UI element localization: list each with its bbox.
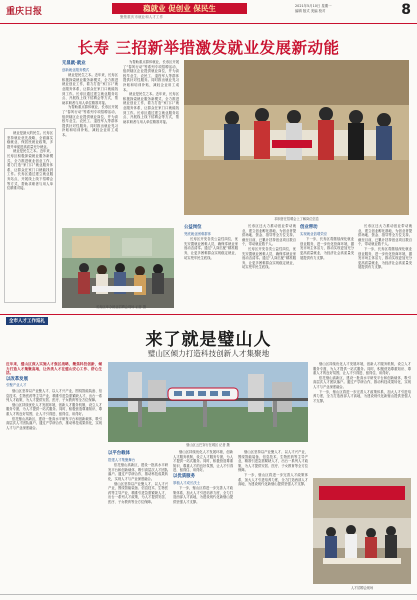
article1-col1-heading: 无显就·就业	[62, 61, 86, 66]
article2-col1-heading: 以改革发展	[6, 376, 28, 382]
article2-col5-text-c: 下一步，璧山区将进一步完善人才政策体系，加大人才引进培养力度，全力打造西部人才高地，为建设现代化新璧山提供坚强人才支撑。	[313, 389, 411, 403]
article1-col3-subheading: 兜底就业困难群体	[184, 231, 212, 236]
article1-main-photo-caption: 求职者在招聘会上了解岗位信息	[274, 217, 319, 221]
sidebar-text-repeat: 就业是民生之本。近年来，长寿区积极探索就业服务新模式，全力推进就业创业工作，着力打造“家门口”就业服务体系，让群众在家门口就能找到工作。长寿区通过建立就业服务站点、开展线上线下招聘会等方式，帮助求职者与用人单位精准对接。	[7, 149, 53, 191]
article2-col5-text-b: 依托璧山高新区，建设一批高水平研发平台和创新载体，吸引高层次人才团队落户。通过产学研合作，推动科技成果转化，实现人才与产业深度融合。	[313, 375, 411, 389]
article1-col4-text-b: 长寿区开发各类公益性岗位，优先安置就业困难人员，确保零就业家庭动态清零。通过“人岗匹配”精准服务，让更多困难群众实现稳定就业，切实兜牢民生底线。	[242, 246, 296, 270]
article2-col2-text-b: 璧山区坚持以产业聚人才、以人才兴产业，围绕智能装备、信息技术、生物医药等主导产业，精准引进急需紧缺人才，出台一系列人才政策，为人才提供安居、医疗、子女教育等全方位保障。	[108, 481, 168, 504]
article1-col3-text: 长寿区开发各类公益性岗位，优先安置就业困难人员，确保零就业家庭动态清零。通过“人岗匹配”精准服务，让更多困难群众实现稳定就业，切实兜牢民生底线。	[184, 237, 238, 260]
article2-col4b-text-b: 下一步，璧山区将进一步完善人才政策体系，加大人才引进培养力度，全力打造西部人才高地，为建设现代化新璧山提供坚强人才支撑。	[238, 472, 308, 487]
article1-col6-text-b: 下一步，长寿区将继续深化就业创业服务，进一步优化营商环境，激发市场主体活力，推动实现更加充分更高质量就业，为经济社会高质量发展提供有力支撑。	[358, 246, 412, 270]
article2-col2-text: 依托璧山高新区，建设一批高水平研发平台和创新载体，吸引高层次人才团队落户。通过产学研合作，推动科技成果转化，实现人才与产业深度融合。	[108, 463, 168, 481]
article1-col5-heading: 创业带动	[300, 225, 318, 230]
article1-column-6	[358, 224, 412, 312]
article1-col2-text-b: 就业是民生之本。近年来，长寿区积极探索就业服务新模式，全力推进就业创业工作，着力打造“家门口”就业服务体系，让群众在家门口就能找到工作。长寿区通过建立就业服务站点、开展线上线下招聘会等方式，帮助求职者与用人单位精准对接。	[123, 92, 179, 124]
article1-photo-caption: 长寿区举办就业招聘会现场 记者 摄	[96, 305, 146, 309]
editor-credits: 编辑 版式 美编 校对	[295, 9, 326, 13]
article1-col6-text: 长寿区还大力推动创业带动就业，建立创业孵化基地，为创业者提供场地、资金、指导等全方位支持。截至目前，已累计扶持创业项目数百个，带动就业数千人。	[358, 224, 412, 247]
article1-sidebar	[4, 128, 56, 303]
article2-photo-job-fair	[313, 478, 411, 584]
page-number: 8	[401, 2, 411, 18]
article2-lede: 近年来，璧山区深入实施人才强区战略，聚焦科技创新，倾力打造人才集聚高地，让各类人才在璧山安心工作、舒心生活。	[6, 362, 102, 376]
article2-col4-subheading: 厚植人才成长沃土	[173, 480, 201, 485]
article2-column-4	[238, 450, 308, 592]
article1-col4-text: 长寿区还大力推动创业带动就业，建立创业孵化基地，为创业者提供场地、资金、指导等全方位支持。截至目前，已累计扶持创业项目数百个，带动就业数千人。	[242, 224, 296, 247]
article2-col2-heading: 以平台载体	[108, 451, 130, 456]
article1-col5-text: 下一步，长寿区将继续深化就业创业服务，进一步优化营商环境，激发市场主体活力，推动实现更加充分更高质量就业，为经济社会高质量发展提供有力支撑。	[300, 237, 354, 260]
article1-column-2	[123, 60, 179, 225]
section-tag: 全市人才工作巡礼	[6, 317, 48, 325]
section-divider	[0, 314, 417, 323]
article1-col1-text: 就业是民生之本。近年来，长寿区积极探索就业服务新模式，全力推进就业创业工作，着力打造“家门口”就业服务体系，让群众在家门口就能找到工作。长寿区通过建立就业服务站点、开展线上线下招聘会等方式，帮助求职者与用人单位精准对接。	[62, 73, 118, 105]
masthead	[0, 0, 417, 24]
theme-banner-sub: 聚焦重庆市就业和人才工作	[120, 15, 164, 19]
article1-photo-recruitment	[62, 228, 174, 308]
article2-column-5	[313, 362, 411, 472]
article2-headline: 来了就是璧山人	[145, 330, 272, 350]
article2-col3-text: 璧山区持续优化人才发展环境，创新人才服务机制，设立人才服务专窗，为人才提供一站式服务。同时，积极营造尊重知识、尊重人才的良好氛围，让人才引得进、留得住、用得好。	[173, 450, 233, 473]
article1-col2-text: 为帮助重点群体就业，长寿区开展了“春风行动”等系列专项招聘活动，组织辖区企业提供就业岗位，并为高校毕业生、农民工、退役军人等群体提供针对性服务。同时推出就业见习补贴和培训补贴，减轻企业用工成本。	[123, 60, 179, 92]
article2-col1-text: 璧山区坚持以产业聚人才、以人才兴产业，围绕智能装备、信息技术、生物医药等主导产业，精准引进急需紧缺人才，出台一系列人才政策，为人才提供安居、医疗、子女教育等全方位保障。	[6, 388, 102, 403]
article2-photo2-caption: 人才招聘会现场	[350, 586, 374, 590]
article1-column-4	[242, 224, 296, 312]
article1-headline: 长寿 三招新举措激发就业发展新动能	[77, 39, 340, 57]
article2-column-1	[6, 362, 102, 592]
article2-subheadline: 璧山区倾力打造科技创新人才集聚地	[147, 349, 270, 358]
article1-col1-text-b: 为帮助重点群体就业，长寿区开展了“春风行动”等系列专项招聘活动，组织辖区企业提供就业岗位，并为高校毕业生、农民工、退役军人等群体提供针对性服务。同时推出就业见习补贴和培训补贴，减轻企业用工成本。	[62, 105, 118, 137]
article2-col1-text-b: 璧山区持续优化人才发展环境，创新人才服务机制，设立人才服务专窗，为人才提供一站式服务。同时，积极营造尊重知识、尊重人才的良好氛围，让人才引得进、留得住、用得好。	[6, 402, 102, 416]
article1-column-3	[184, 224, 238, 312]
article2-col4b-text: 璧山区坚持以产业聚人才、以人才兴产业，围绕智能装备、信息技术、生物医药等主导产业，精准引进急需紧缺人才，出台一系列人才政策，为人才提供安居、医疗、子女教育等全方位保障。	[238, 450, 308, 473]
article1-column-5	[300, 224, 354, 312]
article2-column-2	[108, 450, 168, 592]
article2-column-3	[173, 450, 233, 592]
sidebar-text: 就业是最大的民生。长寿区坚持就业优先战略，全面落实稳就业、保居民就业政策，多措并举促进高质量充分就业。	[7, 131, 53, 149]
article1-col1-subheading: 创新就业服务模式	[62, 67, 90, 72]
article1-col3-heading: 公益岗位	[184, 225, 202, 230]
article1-col5-subheading: 实现就业倍增效应	[300, 231, 328, 236]
article2-photo-skyrail	[108, 362, 308, 442]
article2-col1-text-c: 依托璧山高新区，建设一批高水平研发平台和创新载体，吸引高层次人才团队落户。通过产学研合作，推动科技成果转化，实现人才与产业深度融合。	[6, 416, 102, 430]
paper-name: 重庆日报	[6, 7, 43, 17]
article1-photo-main	[184, 60, 409, 215]
article2-col4-heading: 以优质服务	[173, 473, 195, 479]
article2-col1-subheading: 引聚产业人才	[6, 383, 27, 388]
issue-meta	[295, 4, 395, 14]
page-footer-rule	[0, 594, 417, 600]
article2-col5-text: 璧山区持续优化人才发展环境，创新人才服务机制，设立人才服务专窗，为人才提供一站式服务。同时，积极营造尊重知识、尊重人才的良好氛围，让人才引得进、留得住、用得好。	[313, 362, 411, 376]
issue-date: 2021年5月10日 星期一	[295, 4, 332, 8]
article2-photo-caption: 璧山区云巴穿行在城区 记者 摄	[186, 443, 230, 447]
theme-banner: 稳就业 促创业 保民生	[112, 3, 247, 14]
article2-col2-subheading: 搭建人才集聚舞台	[108, 457, 136, 462]
article2-col4-text: 下一步，璧山区将进一步完善人才政策体系，加大人才引进培养力度，全力打造西部人才高地，为建设现代化新璧山提供坚强人才支撑。	[173, 486, 233, 504]
